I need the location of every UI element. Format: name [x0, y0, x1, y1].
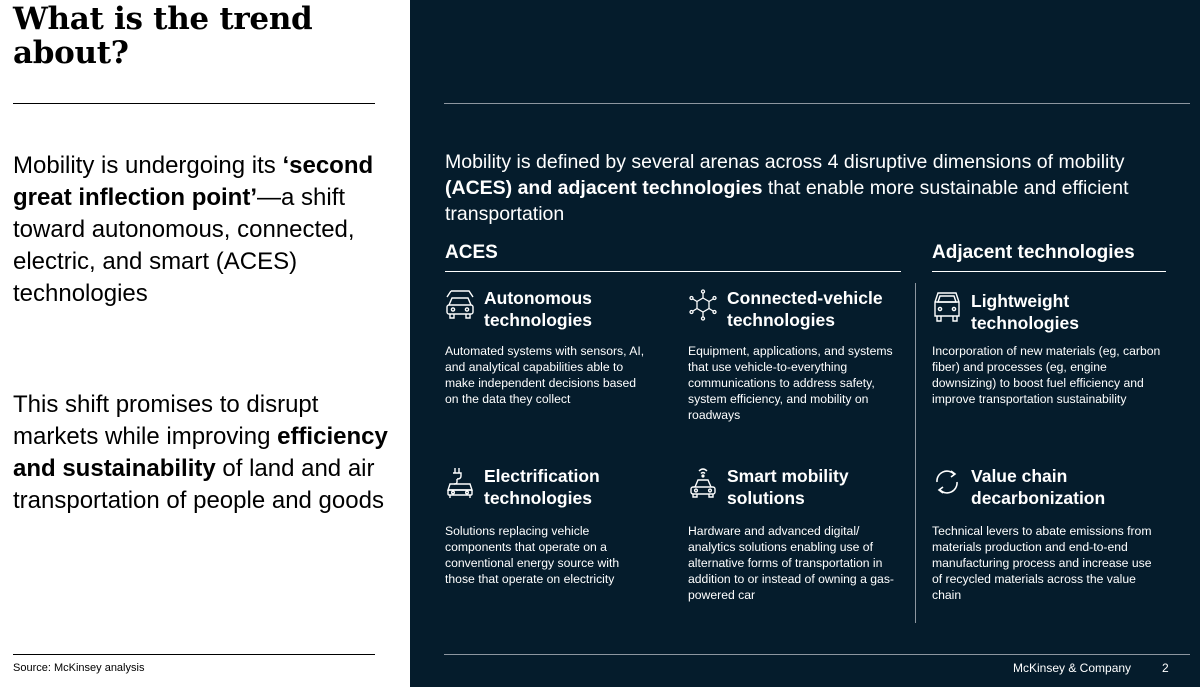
intro-text: that enable more sustainable and efficient transportation: [445, 177, 1129, 225]
card-title: Smart mobility solutions: [727, 466, 849, 508]
card-title: Electrification technologies: [484, 466, 600, 508]
autonomous-car-icon: [445, 287, 475, 321]
disruption-paragraph: [13, 389, 388, 517]
card-description: Incorporation of new materials (eg, carbon fiber) and processes (eg, engine downsizing) to boost fuel efficiency and improve transportation sustainability: [932, 344, 1161, 406]
card-title: Connected-vehicle technologies: [727, 288, 883, 330]
paragraph-text: This shift promises to disrupt markets while improving: [13, 391, 319, 450]
card-description: Equipment, applications, and systems that use vehicle-to-everything communications to address safety, system efficiency, and mobility on roadways: [688, 344, 893, 422]
adjacent-header-rule: [932, 271, 1166, 272]
smart-car-icon: [688, 465, 718, 499]
paragraph-emphasis: efficiency and sustainability: [13, 423, 388, 482]
connected-network-icon: [688, 287, 718, 321]
intro-emphasis: (ACES) and adjacent technologies: [445, 177, 763, 199]
footer-divider: [13, 654, 375, 655]
aces-header-rule: [445, 271, 901, 272]
paragraph-emphasis: ‘second great inflection point’: [13, 152, 374, 211]
top-divider: [444, 103, 1190, 104]
paragraph-text: Mobility is undergoing its: [13, 152, 283, 179]
title-divider: [13, 103, 375, 104]
paragraph-text: —a shift toward autonomous, connected, electric, and smart (ACES) technologies: [13, 184, 355, 307]
recycle-arrows-icon: [932, 465, 962, 499]
footer-divider: [444, 654, 1190, 655]
brand-footer: McKinsey & Company: [1013, 661, 1132, 675]
card-description: Solutions replacing vehicle components that operate on a conventional energy source with those that operate on electricity: [445, 524, 620, 586]
right-panel: [410, 0, 1200, 687]
page-title: What is the trend about?: [13, 1, 313, 71]
adjacent-header: Adjacent technologies: [932, 242, 1135, 263]
page-number: 2: [1162, 661, 1169, 675]
intro-paragraph: [445, 149, 1175, 227]
card-title: Lightweight technologies: [971, 291, 1079, 333]
source-note: Source: McKinsey analysis: [13, 662, 145, 674]
card-description: Hardware and advanced digital/ analytics solutions enabling use of alternative forms of transportation in addition to or instead of owning a gas-powered car: [688, 524, 894, 602]
left-panel: [0, 0, 410, 687]
column-divider: [915, 283, 916, 623]
card-description: Technical levers to abate emissions from materials production and end-to-end manufacturing process and increase use of recycled materials across the value chain: [932, 524, 1152, 602]
card-title: Autonomous technologies: [484, 288, 592, 330]
lightweight-car-icon: [932, 290, 962, 324]
card-description: Automated systems with sensors, AI, and analytical capabilities able to make independent decisions based on the data they collect: [445, 344, 645, 406]
intro-text: Mobility is defined by several arenas across 4 disruptive dimensions of mobility: [445, 151, 1125, 173]
card-title: Value chain decarbonization: [971, 466, 1106, 508]
paragraph-text: of land and air transportation of people and goods: [13, 455, 384, 514]
aces-header: ACES: [445, 242, 498, 263]
electric-car-icon: [445, 465, 475, 499]
inflection-paragraph: [13, 150, 388, 310]
